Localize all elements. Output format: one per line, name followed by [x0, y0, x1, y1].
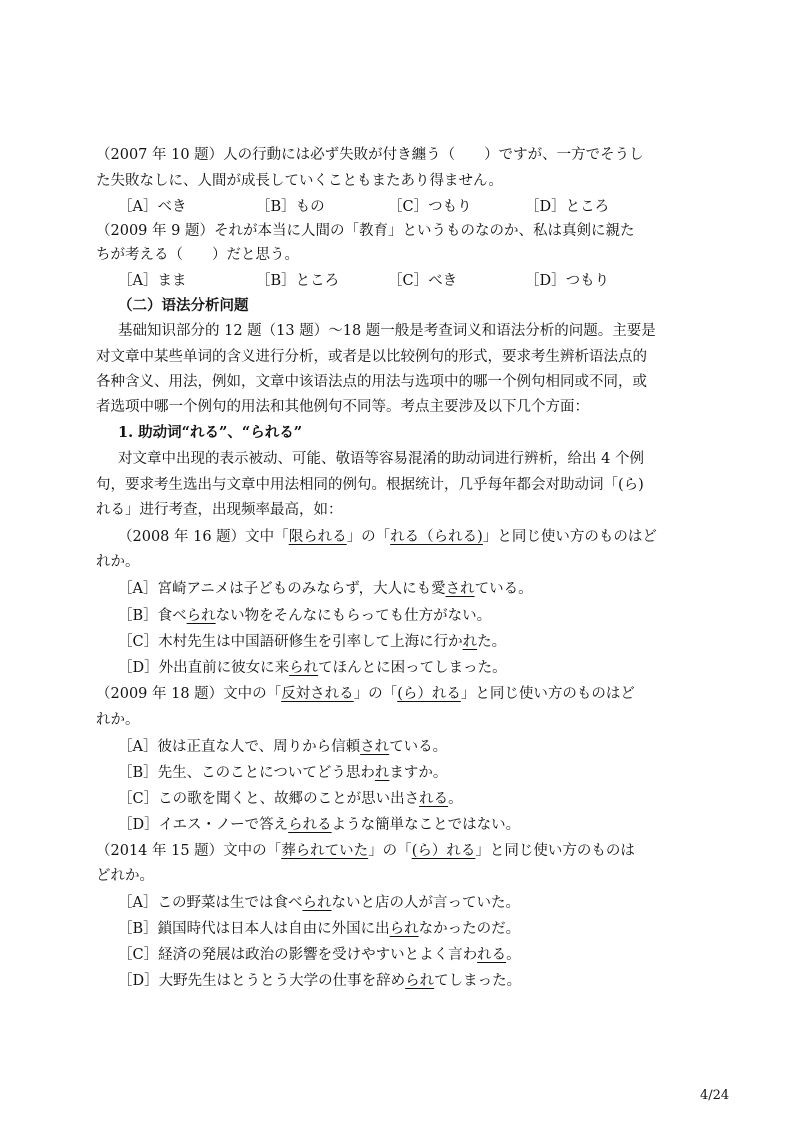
text: 」の「: [353, 686, 398, 702]
text: ような簡単なことではない。: [331, 817, 521, 833]
q2009b-option-b: [118, 763, 728, 783]
text: ［D］外出直前に彼女に来: [118, 660, 290, 676]
q2008-line1: [118, 527, 728, 547]
q2008-option-c: [118, 632, 728, 652]
page-number: 4/24: [700, 1088, 730, 1103]
q2009a-options: [118, 271, 728, 291]
text: 」と同じ使い方のものはど: [460, 686, 635, 702]
q2009a-line2: ちが考える（ ）だと思う。: [96, 247, 299, 263]
text: ［C］経済の発展は政治の影響を受けやすいとよく言わ: [118, 947, 478, 963]
underlined-word: られ: [405, 973, 435, 989]
underlined-word: 葬られていた: [281, 843, 369, 859]
text: ている。: [389, 739, 448, 755]
text: ［A］この野菜は生では食べ: [118, 895, 303, 911]
option-c: ［C］つもり: [388, 199, 472, 215]
q2009a-line1: （2009 年 9 题）それが本当に人間の「教育」というものなのか、私は真剣に親た: [96, 223, 635, 239]
underlined-word: 限られる: [288, 529, 347, 545]
text: ［D］大野先生はとうとう大学の仕事を辞め: [118, 973, 406, 989]
underlined-word: られ: [389, 921, 419, 937]
q2014-line1: [96, 841, 706, 861]
q2008-option-d: [118, 658, 728, 678]
text: ［C］この歌を聞くと、故郷のことが思い出さ: [118, 791, 420, 807]
underlined-word: れ: [374, 765, 390, 781]
underlined-word: れる: [419, 791, 449, 807]
underlined-word: れる（られる): [390, 529, 483, 545]
underlined-word: られ: [302, 895, 332, 911]
q2009b-line1: [96, 684, 706, 704]
option-d: ［D］ところ: [525, 199, 610, 215]
section-paragraph-line: 基础知识部分的 12 题（13 题）～18 题一般是考查词义和语法分析的问题。主要是: [118, 323, 656, 339]
q2008-line2: れか。: [96, 554, 140, 570]
option-b: ［B］もの: [256, 199, 325, 215]
option-b: ［B］ところ: [256, 273, 340, 289]
section-paragraph-line: 各种含义、用法，例如，文章中该语法点的用法与选项中的哪一个例句相同或不同，或: [96, 374, 647, 390]
q2007-line2: た失敗なしに、人間が成長していくこともまたあり得ません。: [96, 173, 503, 189]
subsection-paragraph-line: れる」进行考查，出现频率最高，如：: [96, 502, 343, 518]
text: ［C］木村先生は中国語研修生を引率して上海に行か: [118, 634, 463, 650]
q2009b-option-a: [118, 737, 728, 757]
underlined-word: れる: [477, 947, 507, 963]
text: ［A］彼は正直な人で、周りから信頼: [118, 739, 361, 755]
underlined-word: 反対される: [281, 686, 354, 702]
text: （2009 年 18 题）文中の「: [96, 686, 282, 702]
text: ている。: [474, 581, 533, 597]
text: ますか。: [389, 765, 448, 781]
option-c: ［C］べき: [388, 273, 458, 289]
text: ［B］先生、このことについてどう思わ: [118, 765, 375, 781]
subsection-paragraph-line: 对文章中出现的表示被动、可能、敬语等容易混淆的助动词进行辨析，给出 4 个例: [118, 451, 644, 467]
text: 。: [506, 947, 521, 963]
text: 」と同じ使い方のものは: [475, 843, 635, 859]
q2014-line2: どれか。: [96, 868, 154, 884]
q2014-option-d: [118, 971, 728, 991]
text: ［A］宮崎アニメは子どものみならず，大人にも愛: [118, 581, 446, 597]
text: なかったのだ。: [418, 921, 521, 937]
text: た。: [477, 634, 507, 650]
underlined-word: られる: [288, 817, 332, 833]
q2007-options: [118, 197, 728, 217]
q2007-line1: （2007 年 10 题）人の行動には必ず失敗が付き纏う（ ）ですが、一方でそうし: [96, 147, 644, 163]
q2008-option-b: [118, 606, 728, 626]
q2014-option-c: [118, 945, 728, 965]
underlined-word: (ら）れる: [397, 686, 461, 702]
text: 。: [448, 791, 463, 807]
subsection-paragraph-line: 句，要求考生选出与文章中用法相同的例句。根据统计，几乎每年都会对助动词「(ら): [96, 477, 644, 493]
section-paragraph-line: 对文章中某些单词的含义进行分析，或者是以比较例句的形式，要求考生辨析语法点的: [96, 349, 647, 365]
option-a: ［A］べき: [118, 199, 187, 215]
q2014-option-a: [118, 893, 728, 913]
text: 」と同じ使い方のものはど: [482, 529, 657, 545]
option-d: ［D］つもり: [525, 273, 610, 289]
text: ［D］イエス・ノーで答え: [118, 817, 289, 833]
underlined-word: られ: [289, 660, 319, 676]
q2008-option-a: [118, 579, 728, 599]
q2009b-option-d: [118, 815, 728, 835]
underlined-word: され: [445, 581, 475, 597]
underlined-word: され: [360, 739, 390, 755]
text: ［B］食べ: [118, 608, 187, 624]
section-heading: （二）语法分析问题: [118, 297, 249, 314]
text: ないと店の人が言っていた。: [331, 895, 520, 911]
text: 」の「: [368, 843, 412, 859]
q2009b-option-c: [118, 789, 728, 809]
option-a: ［A］まま: [118, 273, 187, 289]
text: （2014 年 15 题）文中の「: [96, 843, 282, 859]
text: 」の「: [346, 529, 391, 545]
q2009b-line2: れか。: [96, 712, 140, 728]
text: （2008 年 16 题）文中「: [118, 529, 289, 545]
underlined-word: れ: [462, 634, 478, 650]
underlined-word: (ら）れる: [411, 843, 476, 859]
text: ［B］鎖国時代は日本人は自由に外国に出: [118, 921, 390, 937]
underlined-word: られ: [186, 608, 216, 624]
text: てしまった。: [434, 973, 522, 989]
subsection-heading: 1. 助动词“れる”、“られる”: [118, 424, 303, 441]
q2014-option-b: [118, 919, 728, 939]
text: てほんとに困ってしまった。: [318, 660, 507, 676]
text: ない物をそんなにもらっても仕方がない。: [215, 608, 492, 624]
section-paragraph-line: 者选项中哪一个例句的用法和其他例句不同等。考点主要涉及以下几个方面：: [96, 399, 589, 415]
